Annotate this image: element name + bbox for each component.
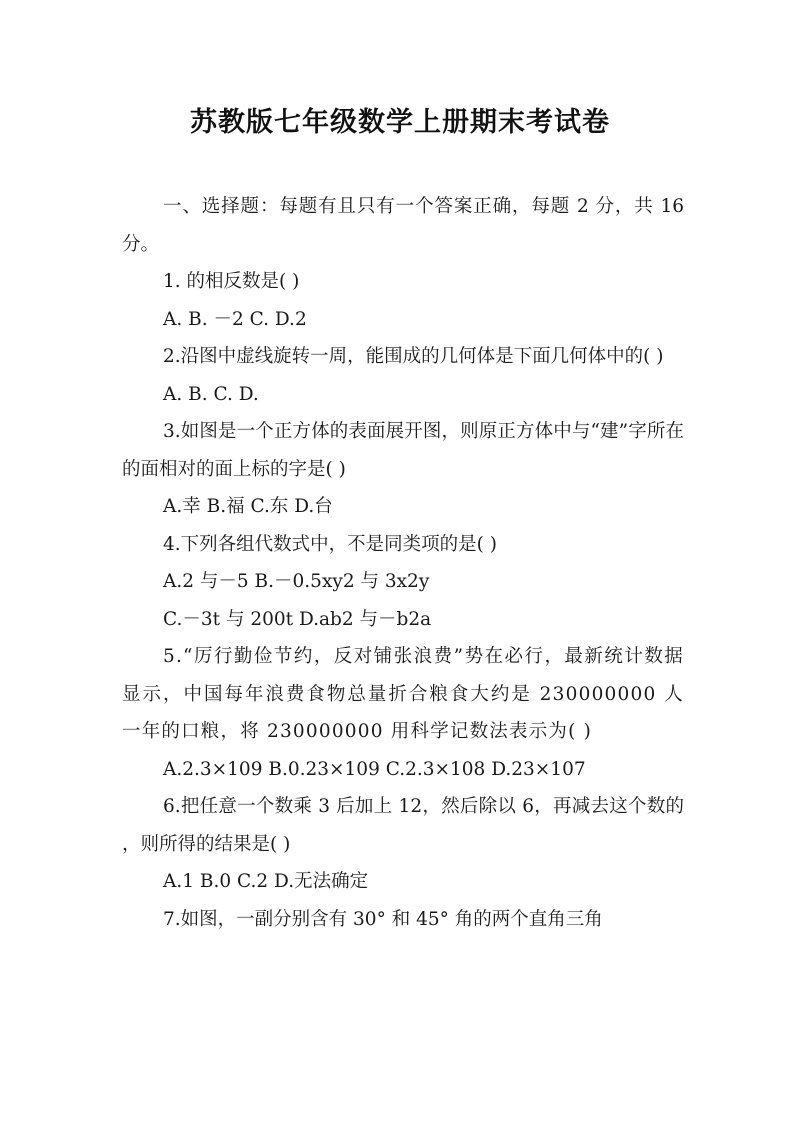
question-6: 6.把任意一个数乘 3 后加上 12，然后除以 6，再减去这个数的 ，则所得的结果是( ) [122,796,684,855]
question-6-options: A.1 B.0 C.2 D.无法确定 [163,871,369,892]
question-4-options-ab: A.2 与－5 B.－0.5xy2 与 3x2y [163,571,430,592]
question-2-options: A. B. C. D. [163,383,259,405]
question-5-options: A.2.3×109 B.0.23×109 C.2.3×108 D.23×107 [163,758,586,780]
question-2: 2.沿图中虚线旋转一周，能围成的几何体是下面几何体中的( ) [163,346,664,367]
section-heading: 一、选择题：每题有且只有一个答案正确，每题 2 分，共 16 分。 [122,196,684,255]
document-title: 苏教版七年级数学上册期末考试卷 [190,107,610,138]
document-body [122,188,684,938]
question-7: 7.如图，一副分别含有 30° 和 45° 角的两个直角三角 [163,908,603,930]
question-4: 4.下列各组代数式中，不是同类项的是( ) [163,533,497,555]
question-1-options: A. B. －2 C. D.2 [163,308,307,330]
question-3-options: A.幸 B.福 C.东 D.台 [163,496,333,517]
question-3: 3.如图是一个正方体的表面展开图，则原正方体中与“建”字所在的面相对的面上标的字是( ) [122,421,684,480]
question-4-options-cd: C.－3t 与 200t D.ab2 与－b2a [163,608,432,630]
question-5: 5.“厉行勤俭节约，反对铺张浪费”势在必行，最新统计数据显示，中国每年浪费食物总量折合粮食大约是 230000000 人一年的口粮，将 230000000 用科学记数法表示为( ) [122,646,684,742]
question-1: 1. 的相反数是( ) [163,271,300,292]
